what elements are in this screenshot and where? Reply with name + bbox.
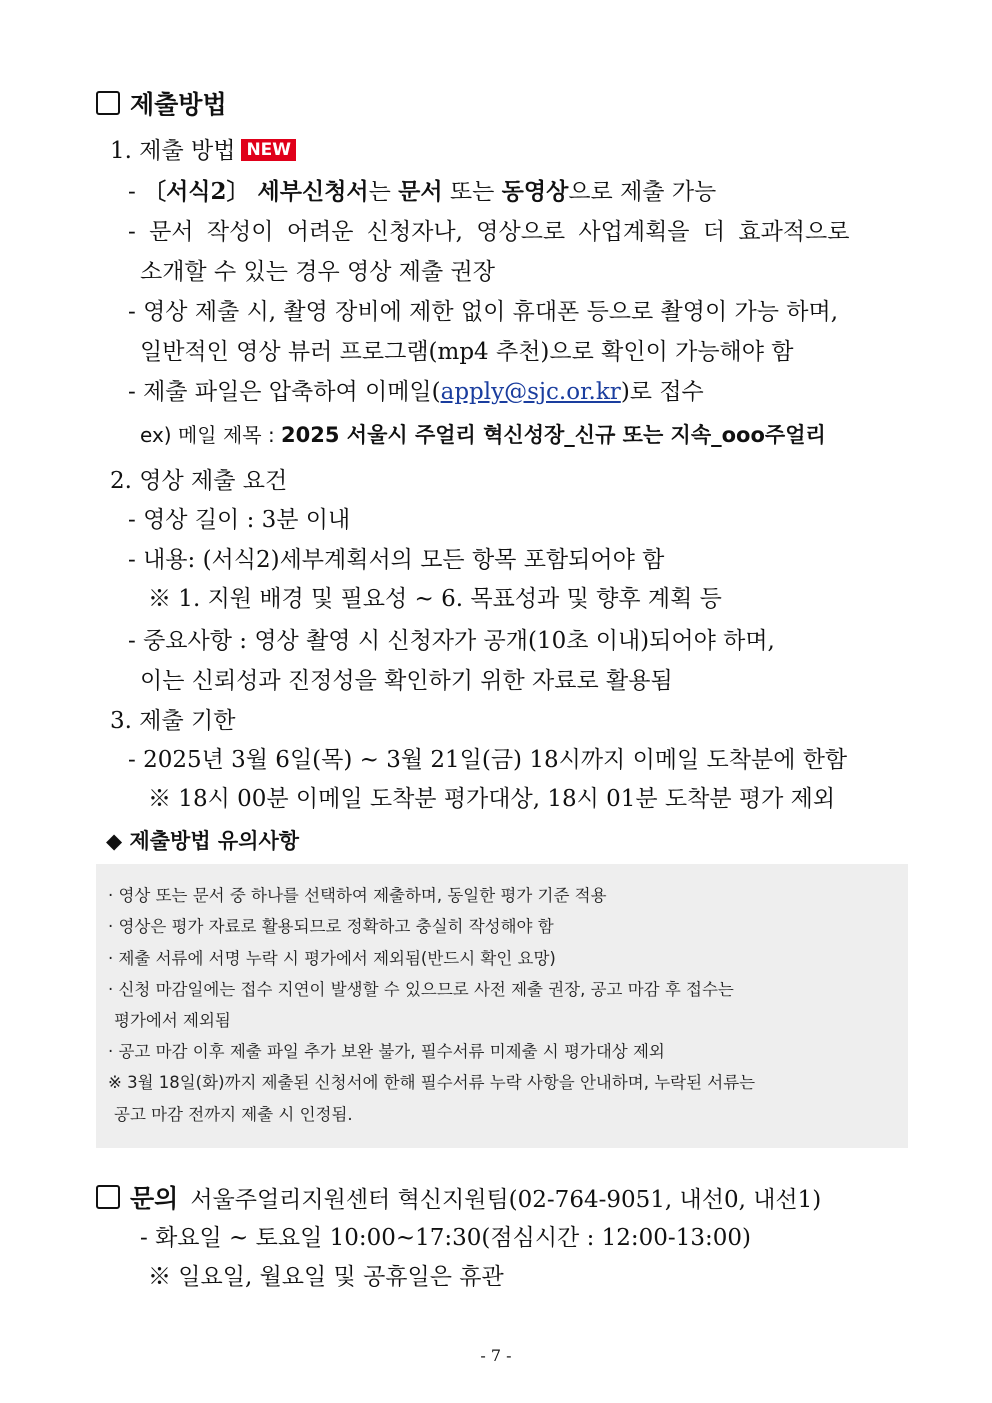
section-title: 문의 [130,1184,179,1213]
notice-line: ※ 3월 18일(화)까지 제출된 신청서에 한해 필수서류 누락 사항을 안내하며, 누락된 서류는 [108,1073,756,1092]
item-1-bullet-2-line-2: 소개할 수 있는 경우 영상 제출 권장 [140,259,495,285]
item-heading-text: 1. 제출 방법 [110,138,236,164]
item-1-bullet-4 [128,377,704,407]
example-subject: 2025 서울시 주얼리 혁신성장_신규 또는 지속_ooo주얼리 [281,423,826,447]
section-title: 제출방법 [130,90,227,119]
page-number: - 7 - [480,1346,512,1365]
section-heading-submission [96,90,227,120]
section-heading-inquiry [96,1184,821,1215]
checkbox-square-icon [96,91,120,115]
item-2-bullet-1: - 영상 길이 : 3분 이내 [128,507,351,533]
notice-line: 공고 마감 전까지 제출 시 인정됨. [114,1105,353,1124]
item-1-bullet-2-line-1: - 문서 작성이 어려운 신청자나, 영상으로 사업계획을 더 효과적으로 [128,219,850,245]
item-1-bullet-3-line-1: - 영상 제출 시, 촬영 장비에 제한 없이 휴대폰 등으로 촬영이 가능 하며, [128,299,839,325]
contact-info: 서울주얼리지원센터 혁신지원팀(02-764-9051, 내선0, 내선1) [190,1187,822,1213]
mail-subject-example [140,420,826,450]
text: )로 접수 [620,379,704,405]
inquiry-hours: - 화요일 ~ 토요일 10:00~17:30(점심시간 : 12:00-13:00) [140,1225,751,1251]
notice-line: · 제출 서류에 서명 누락 시 평가에서 제외됨(반드시 확인 요망) [108,949,556,968]
item-1-bullet-1 [128,177,716,207]
notice-line: · 영상 또는 문서 중 하나를 선택하여 제출하며, 동일한 평가 기준 적용 [108,886,607,905]
item-2-bullet-3-line-2: 이는 신뢰성과 진정성을 확인하기 위한 자료로 활용됨 [140,668,673,694]
item-3-bullet-1: - 2025년 3월 6일(목) ~ 3월 21일(금) 18시까지 이메일 도착분에 한함 [128,747,848,773]
text: 또는 [442,179,502,205]
text: - 제출 파일은 압축하여 이메일( [128,379,441,405]
item-2-note: ※ 1. 지원 배경 및 필요성 ~ 6. 목표성과 및 향후 계획 등 [148,586,722,612]
notice-box [96,864,908,1148]
notice-line: · 신청 마감일에는 접수 지연이 발생할 수 있으므로 사전 제출 권장, 공고 마감 후 접수는 [108,980,734,999]
notice-title: ◆ 제출방법 유의사항 [106,829,300,853]
item-2-bullet-3-line-1: - 중요사항 : 영상 촬영 시 신청자가 공개(10초 이내)되어야 하며, [128,628,775,654]
dash: - [128,179,144,205]
text: 으로 제출 가능 [568,179,717,205]
notice-line: · 공고 마감 이후 제출 파일 추가 보완 불가, 필수서류 미제출 시 평가대상 제외 [108,1042,665,1061]
text: 는 [368,179,399,205]
form-name: 〔서식2〕 세부신청서 [143,178,369,205]
document-keyword: 문서 [398,178,443,205]
inquiry-closed-note: ※ 일요일, 월요일 및 공휴일은 휴관 [148,1264,504,1290]
notice-line: · 영상은 평가 자료로 활용되므로 정확하고 충실히 작성해야 함 [108,917,554,936]
notice-line: 평가에서 제외됨 [114,1011,231,1030]
video-keyword: 동영상 [501,178,569,205]
item-2-heading: 2. 영상 제출 요건 [110,468,288,494]
example-prefix: ex) 메일 제목 : [140,423,282,447]
checkbox-square-icon [96,1185,120,1209]
email-link[interactable]: apply@sjc.or.kr [440,379,621,405]
item-3-note: ※ 18시 00분 이메일 도착분 평가대상, 18시 01분 도착분 평가 제외 [148,786,836,812]
item-1-bullet-3-line-2: 일반적인 영상 뷰러 프로그램(mp4 추천)으로 확인이 가능해야 함 [140,339,794,365]
item-2-bullet-2: - 내용: (서식2)세부계획서의 모든 항목 포함되어야 함 [128,547,665,573]
new-badge: NEW [241,139,296,161]
item-3-heading: 3. 제출 기한 [110,708,236,734]
item-1-heading [110,136,296,166]
